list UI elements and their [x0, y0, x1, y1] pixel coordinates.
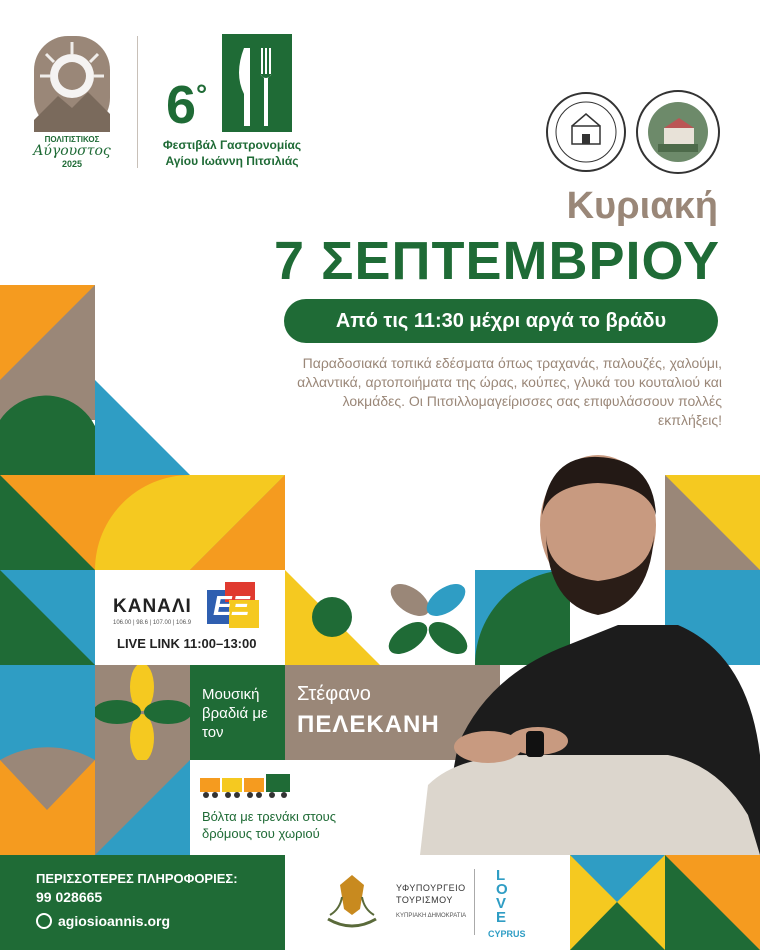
header-divider — [137, 36, 138, 168]
cyprus-coat-of-arms-icon — [320, 869, 384, 933]
festival-logo-line1: ΠΟΛΙΤΙΣΤΙΚΟΣ — [44, 135, 100, 144]
event-date: 7 ΣΕΠΤΕΜΒΡΙΟΥ — [274, 231, 720, 291]
pattern-tile — [190, 475, 285, 570]
church-icon — [548, 94, 624, 170]
radio-live-link: LIVE LINK 11:00–13:00 — [117, 636, 257, 651]
artist-first-name: Στέφανο — [297, 683, 371, 705]
pattern-tile — [0, 570, 95, 665]
footer — [0, 855, 760, 950]
info-phone[interactable]: 99 028665 — [36, 889, 103, 905]
sun-mountain-icon — [32, 34, 112, 134]
artist-photo — [418, 455, 760, 855]
edition-logo — [160, 34, 310, 172]
pattern-tile — [0, 475, 95, 570]
love-icon: LOVE — [496, 867, 508, 926]
ministry-line1: ΥΦΥΠΟΥΡΓΕΙΟ — [396, 883, 466, 893]
info-box — [0, 855, 285, 950]
festival-logo — [32, 34, 112, 174]
pattern-tile — [570, 855, 665, 950]
event-day: Κυριακή — [566, 185, 718, 227]
pattern-tile — [95, 665, 190, 760]
pattern-tile — [95, 760, 190, 855]
festival-title-line2: Αγίου Ιωάννη Πιτσιλιάς — [165, 154, 299, 168]
radio-box — [95, 570, 285, 665]
village-icon — [638, 92, 718, 172]
ministry-line2: ΤΟΥΡΙΣΜΟΥ — [396, 895, 453, 905]
ministry-line3: ΚΥΠΡΙΑΚΗ ΔΗΜΟΚΡΑΤΙΑ — [396, 913, 467, 919]
love-cyprus-logo — [488, 869, 528, 939]
festival-logo-line2: Αύγουστος — [33, 143, 111, 159]
pattern-tile — [0, 380, 95, 475]
train-icon — [200, 774, 292, 800]
globe-icon — [36, 913, 52, 929]
event-time: Από τις 11:30 μέχρι αργά το βράδυ — [335, 310, 667, 332]
pattern-tile — [665, 855, 760, 950]
pattern-tile — [95, 380, 190, 475]
radio-logo: ΕΞ — [207, 582, 259, 628]
festival-logo-year: 2025 — [61, 159, 83, 169]
pattern-tile — [0, 285, 95, 380]
festival-title-line1: Φεστιβάλ Γαστρονομίας — [162, 138, 302, 152]
pattern-tile — [0, 665, 95, 760]
music-label: Μουσική βραδιά με τον — [202, 686, 268, 741]
council-seal — [636, 90, 720, 174]
train-text: Βόλτα με τρενάκι στους δρόμους του χωριού — [202, 809, 337, 841]
association-seal — [546, 92, 626, 172]
pattern-tile — [285, 570, 380, 665]
event-time-pill — [284, 299, 718, 343]
music-label-box — [190, 665, 285, 760]
train-box — [190, 760, 380, 855]
pattern-tile — [95, 475, 190, 570]
info-website[interactable]: agiosioannis.org — [58, 913, 171, 929]
radio-brand: ΚΑΝΑΛΙ — [113, 596, 192, 617]
love-cyprus-label: CYPRUS — [488, 929, 526, 939]
edition-number: 6° — [166, 75, 208, 135]
footer-divider — [474, 869, 475, 935]
pattern-tile — [0, 760, 95, 855]
artist-last-name: ΠΕΛΕΚΑΝΗ — [297, 711, 440, 738]
plate-cutlery-icon — [222, 34, 292, 132]
radio-frequencies: 106.00 | 98.6 | 107.00 | 106.9 — [113, 620, 192, 626]
info-label: ΠΕΡΙΣΣΟΤΕΡΕΣ ΠΛΗΡΟΦΟΡΙΕΣ: — [36, 871, 238, 886]
event-description: Παραδοσιακά τοπικά εδέσματα όπως τραχανάς, παλουζές, χαλούμι, αλλαντικά, αρτοποιήματα της ώρας, κούπες, γλυκά του κουταλιού και λοκμάδες. Οι Πιτσιλλομαγείρισσες σας επιφυλάσσουν πολλές εκπλήξεις! — [297, 355, 722, 428]
